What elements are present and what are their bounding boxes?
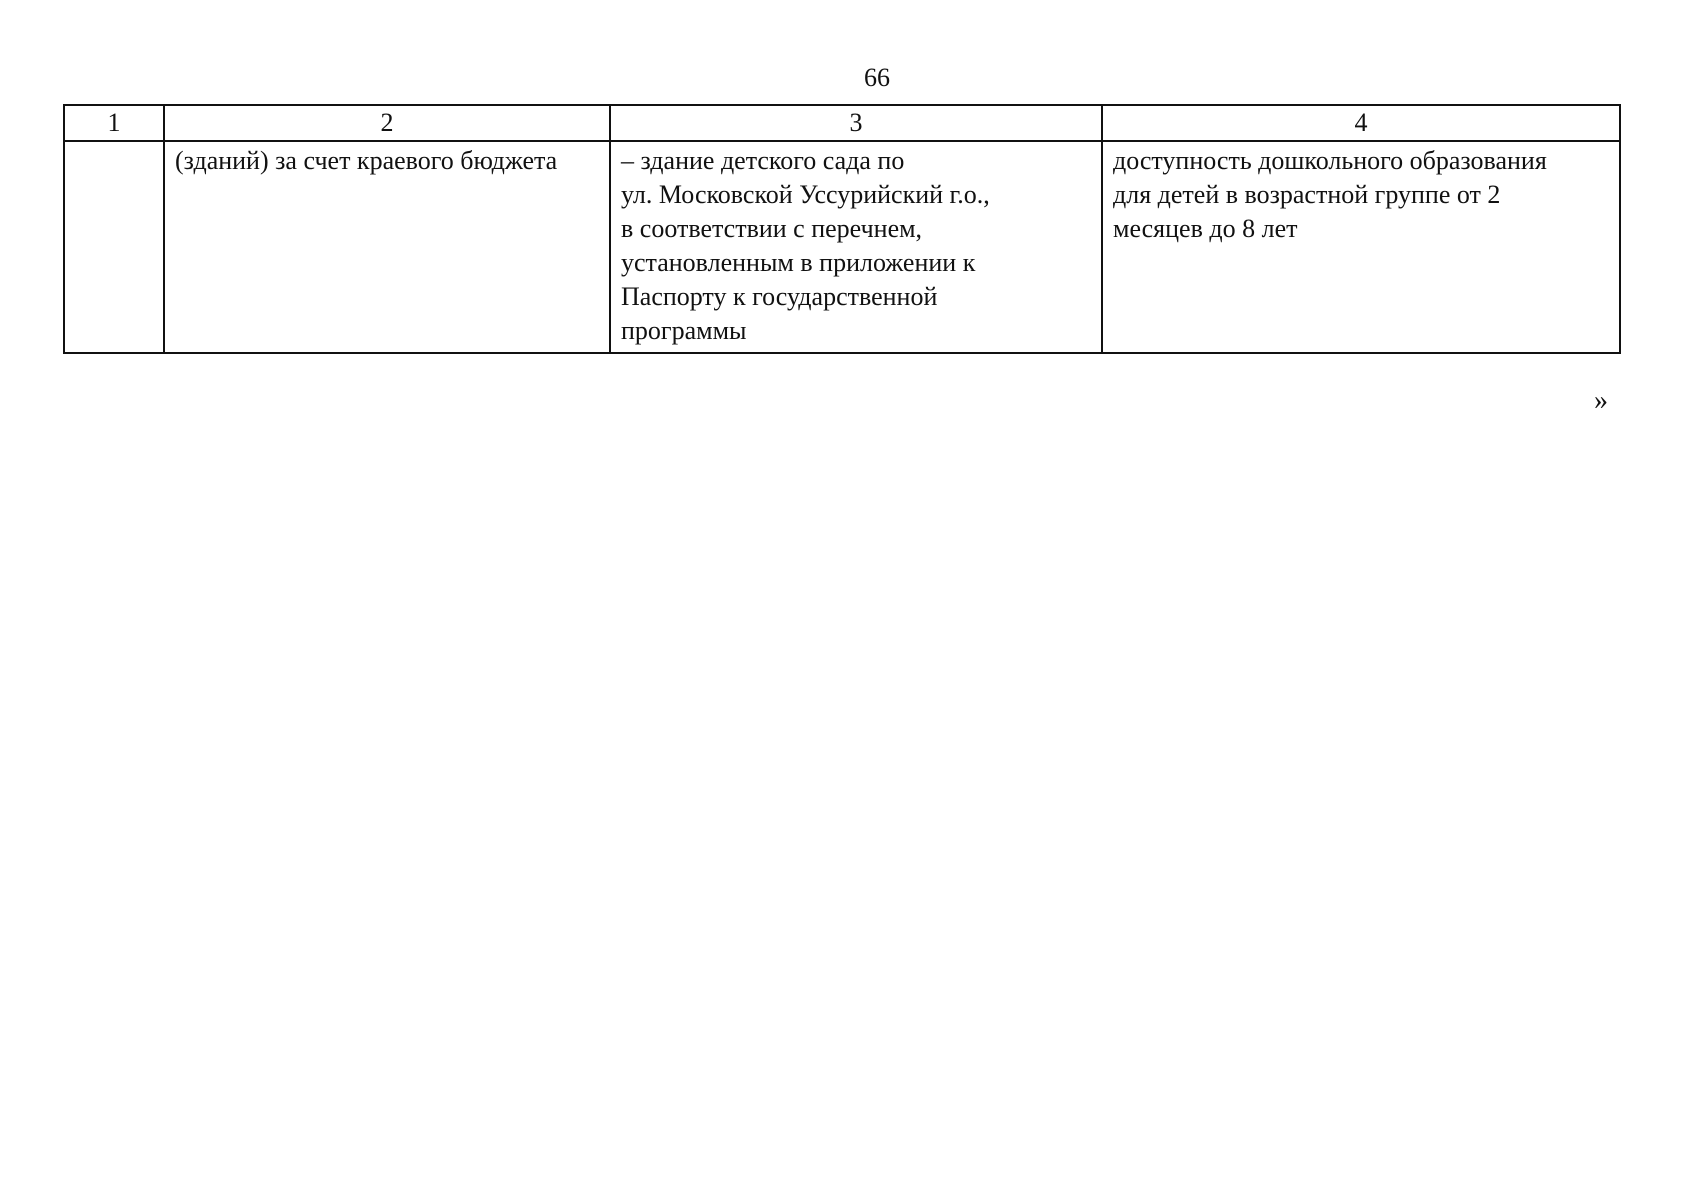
column-header-4: 4	[1102, 105, 1620, 141]
table-header-row	[64, 105, 1620, 141]
table-cell-col3: – здание детского сада по ул. Московской Уссурийский г.о., в соответствии с перечнем, установленным в приложении к Паспорту к государственной программы	[610, 141, 1102, 353]
column-header-1: 1	[64, 105, 164, 141]
table-body	[64, 141, 1620, 353]
closing-quote-mark: »	[1594, 385, 1608, 416]
table-cell-col2: (зданий) за счет краевого бюджета	[164, 141, 610, 353]
column-header-2: 2	[164, 105, 610, 141]
table-header	[64, 105, 1620, 141]
document-table	[63, 104, 1621, 354]
table-cell-col4: доступность дошкольного образования для детей в возрастной группе от 2 месяцев до 8 лет	[1102, 141, 1620, 353]
page-number: 66	[864, 63, 890, 92]
table-row	[64, 141, 1620, 353]
table-cell-col1	[64, 141, 164, 353]
column-header-3: 3	[610, 105, 1102, 141]
